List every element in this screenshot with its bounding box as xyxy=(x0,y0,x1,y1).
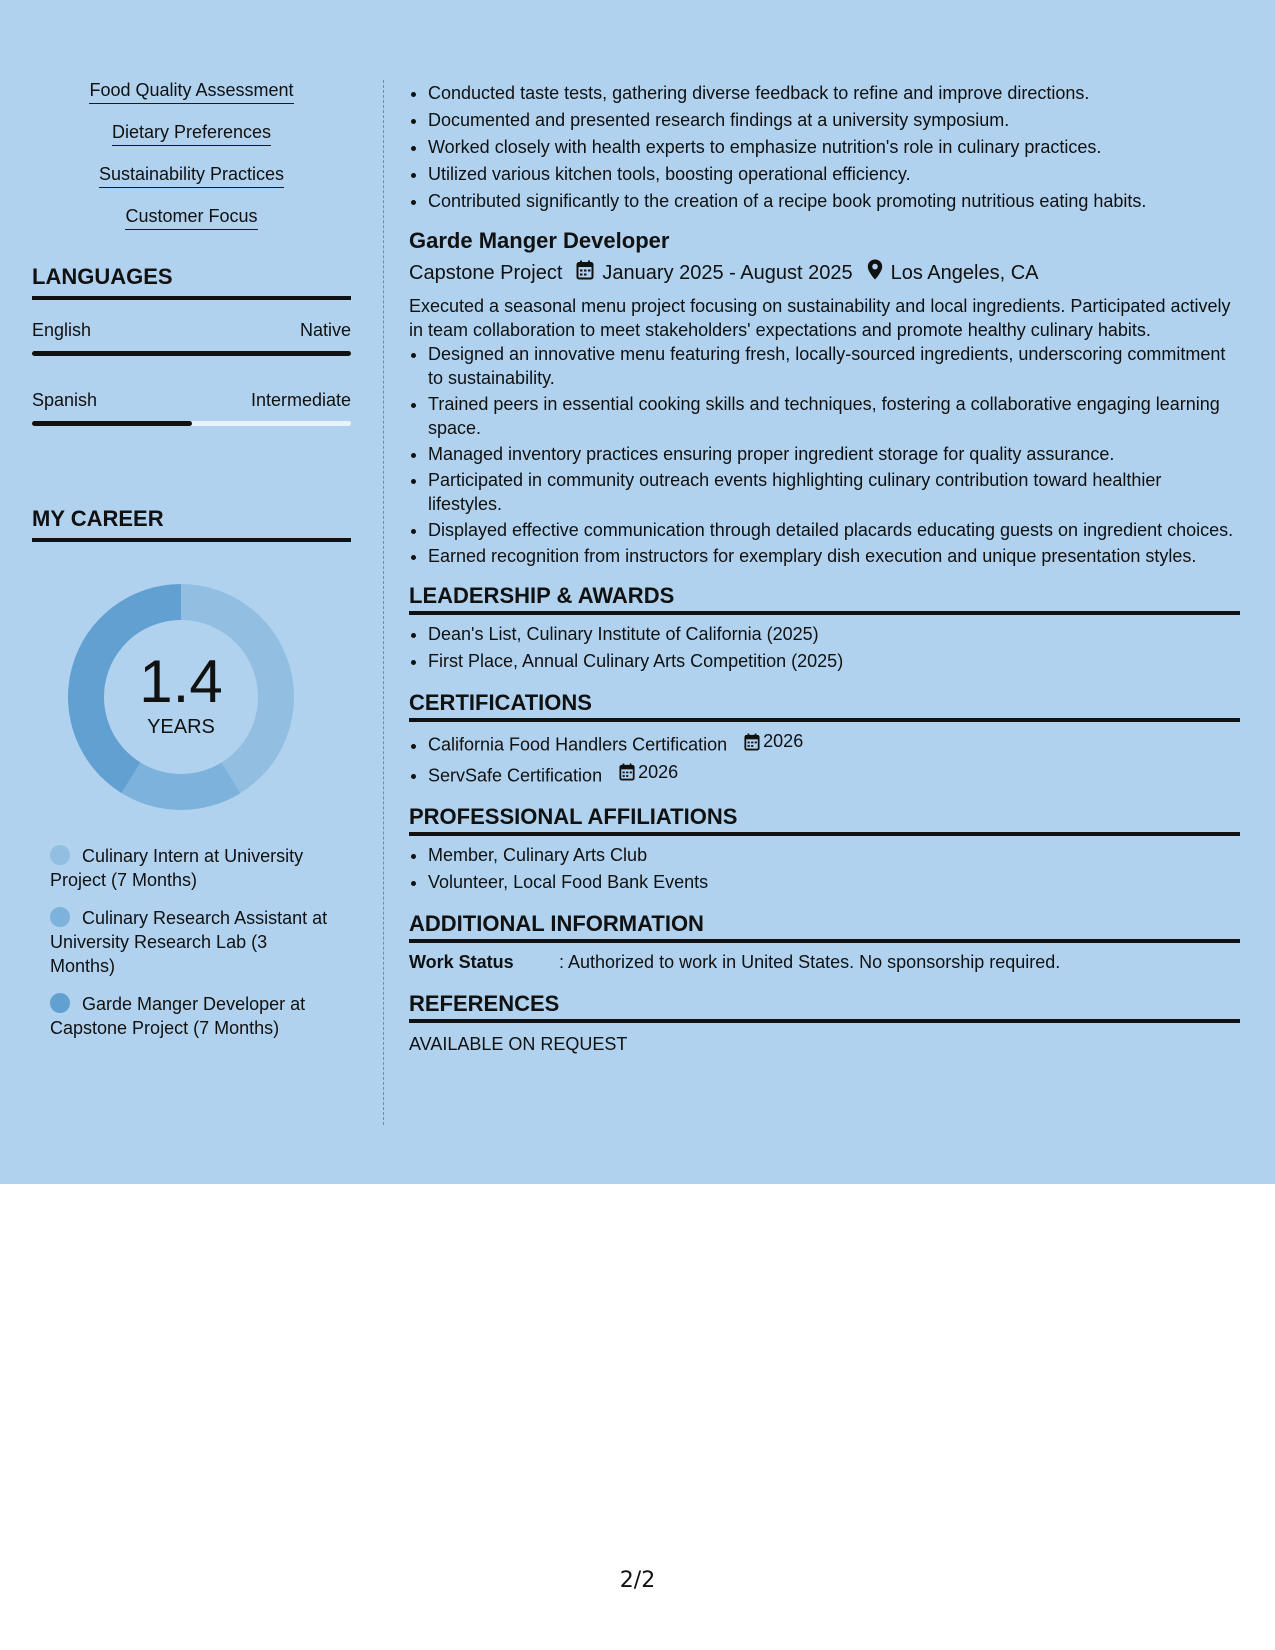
legend-dot xyxy=(50,907,70,927)
additional-info-section xyxy=(409,910,1240,976)
leadership-heading: LEADERSHIP & AWARDS xyxy=(409,582,1240,615)
language-proficiency-fill xyxy=(32,351,351,356)
list-item: • Conducted taste tests, gathering diverse feedback to refine and improve directions. xyxy=(428,80,1240,107)
affiliations-heading: PROFESSIONAL AFFILIATIONS xyxy=(409,803,1240,836)
job-title xyxy=(409,227,1240,255)
list-item xyxy=(428,728,1240,759)
sidebar xyxy=(32,80,351,1054)
references-section xyxy=(409,990,1240,1058)
list-item: • Volunteer, Local Food Bank Events xyxy=(428,869,1240,896)
affiliations-section xyxy=(409,803,1240,896)
certification-year: 2026 xyxy=(638,761,679,782)
additional-info-heading: ADDITIONAL INFORMATION xyxy=(409,910,1240,943)
job-description: Executed a seasonal menu project focusing on sustainability and local ingredients. Participated actively in team collaboration to meet stakeholders' expectations and promote healthy culinary habits. xyxy=(409,296,1231,340)
column-divider xyxy=(383,80,384,1125)
language-name: Spanish xyxy=(32,390,98,410)
list-item: • Contributed significantly to the creation of a recipe book promoting nutritious eating habits. xyxy=(428,188,1240,215)
page-number: 2/2 xyxy=(619,1568,656,1593)
references-text: AVAILABLE ON REQUEST xyxy=(409,1034,628,1054)
work-status-value: : Authorized to work in United States. No sponsorship required. xyxy=(559,952,1061,972)
language-level: Native xyxy=(299,320,351,340)
skill-label: Food Quality Assessment xyxy=(89,80,293,104)
list-item: • First Place, Annual Culinary Arts Competition (2025) xyxy=(428,648,1240,675)
career-donut-chart xyxy=(66,582,296,812)
skill-item xyxy=(32,122,351,146)
language-level: Intermediate xyxy=(250,390,351,410)
certifications-section xyxy=(409,689,1240,789)
language-name: English xyxy=(32,320,92,340)
certification-date xyxy=(744,728,803,755)
skill-item xyxy=(32,206,351,230)
language-proficiency-bar xyxy=(32,421,351,426)
calendar-icon xyxy=(619,763,635,781)
certification-year: 2026 xyxy=(763,731,804,751)
job-meta xyxy=(409,259,1240,288)
list-item: • Utilized various kitchen tools, boosting operational efficiency. xyxy=(428,161,1240,188)
skill-label: Customer Focus xyxy=(125,206,257,230)
location-pin-icon xyxy=(867,259,883,288)
language-row xyxy=(32,320,351,341)
skill-label: Dietary Preferences xyxy=(112,122,271,146)
career-heading: MY CAREER xyxy=(32,506,351,542)
list-item: • Trained peers in essential cooking skills and techniques, fostering a collaborative engaging learning space. xyxy=(428,392,1240,440)
career-legend xyxy=(50,844,330,1040)
references-heading: REFERENCES xyxy=(409,990,1240,1023)
skills-list xyxy=(32,80,351,230)
languages-heading: LANGUAGES xyxy=(32,264,351,300)
previous-job-bullets xyxy=(409,80,1240,215)
career-legend-label: Garde Manger Developer at Capstone Project (7 Months) xyxy=(50,994,306,1038)
career-legend-label: Culinary Research Assistant at University Research Lab (3 Months) xyxy=(50,908,328,976)
list-item: • Designed an innovative menu featuring fresh, locally-sourced ingredients, underscoring commitment to sustainability. xyxy=(428,342,1240,390)
legend-dot xyxy=(50,845,70,865)
calendar-icon xyxy=(744,733,760,751)
career-section xyxy=(32,506,351,1040)
calendar-icon xyxy=(576,260,594,288)
list-item: • Documented and presented research findings at a university symposium. xyxy=(428,107,1240,134)
certification-name: California Food Handlers Certification xyxy=(428,734,728,755)
language-row xyxy=(32,390,351,411)
skill-item xyxy=(32,164,351,188)
work-status-label: Work Status xyxy=(409,952,514,972)
languages-section xyxy=(32,264,351,426)
career-legend-item xyxy=(50,906,330,978)
job-company: Capstone Project xyxy=(409,262,563,284)
list-item: • Worked closely with health experts to emphasize nutrition's role in culinary practices. xyxy=(428,134,1240,161)
certification-name: ServSafe Certification xyxy=(428,765,603,785)
job-title-text: Garde Manger Developer xyxy=(409,228,670,253)
certifications-list xyxy=(409,728,1240,789)
career-legend-label: Culinary Intern at University Project (7 Months) xyxy=(50,846,304,890)
language-proficiency-bar xyxy=(32,351,351,356)
skill-item xyxy=(32,80,351,104)
list-item: • Participated in community outreach events highlighting culinary contribution toward healthier lifestyles. xyxy=(428,468,1240,516)
job-bullets xyxy=(409,342,1240,568)
legend-dot xyxy=(50,993,70,1013)
list-item: • Displayed effective communication through detailed placards educating guests on ingredient choices. xyxy=(428,518,1240,542)
donut-center xyxy=(66,582,296,812)
work-status-row xyxy=(409,949,1240,976)
job-location: Los Angeles, CA xyxy=(890,262,1039,284)
certification-date xyxy=(619,759,678,786)
list-item: • Managed inventory practices ensuring proper ingredient storage for quality assurance. xyxy=(428,442,1240,466)
career-legend-item xyxy=(50,992,330,1040)
main-content xyxy=(409,80,1240,1058)
career-total-unit: YEARS xyxy=(147,715,215,738)
experience-entry xyxy=(409,227,1240,568)
job-dates: January 2025 - August 2025 xyxy=(602,262,853,284)
list-item: • Member, Culinary Arts Club xyxy=(428,842,1240,869)
list-item xyxy=(428,759,1240,790)
affiliations-list xyxy=(409,842,1240,896)
list-item: • Earned recognition from instructors for exemplary dish execution and unique presentation styles. xyxy=(428,544,1240,568)
language-proficiency-fill xyxy=(32,421,192,426)
certifications-heading: CERTIFICATIONS xyxy=(409,689,1240,722)
leadership-section xyxy=(409,582,1240,675)
list-item: • Dean's List, Culinary Institute of California (2025) xyxy=(428,621,1240,648)
career-total-value: 1.4 xyxy=(139,647,223,715)
skill-label: Sustainability Practices xyxy=(99,164,284,188)
career-legend-item xyxy=(50,844,330,892)
leadership-list xyxy=(409,621,1240,675)
